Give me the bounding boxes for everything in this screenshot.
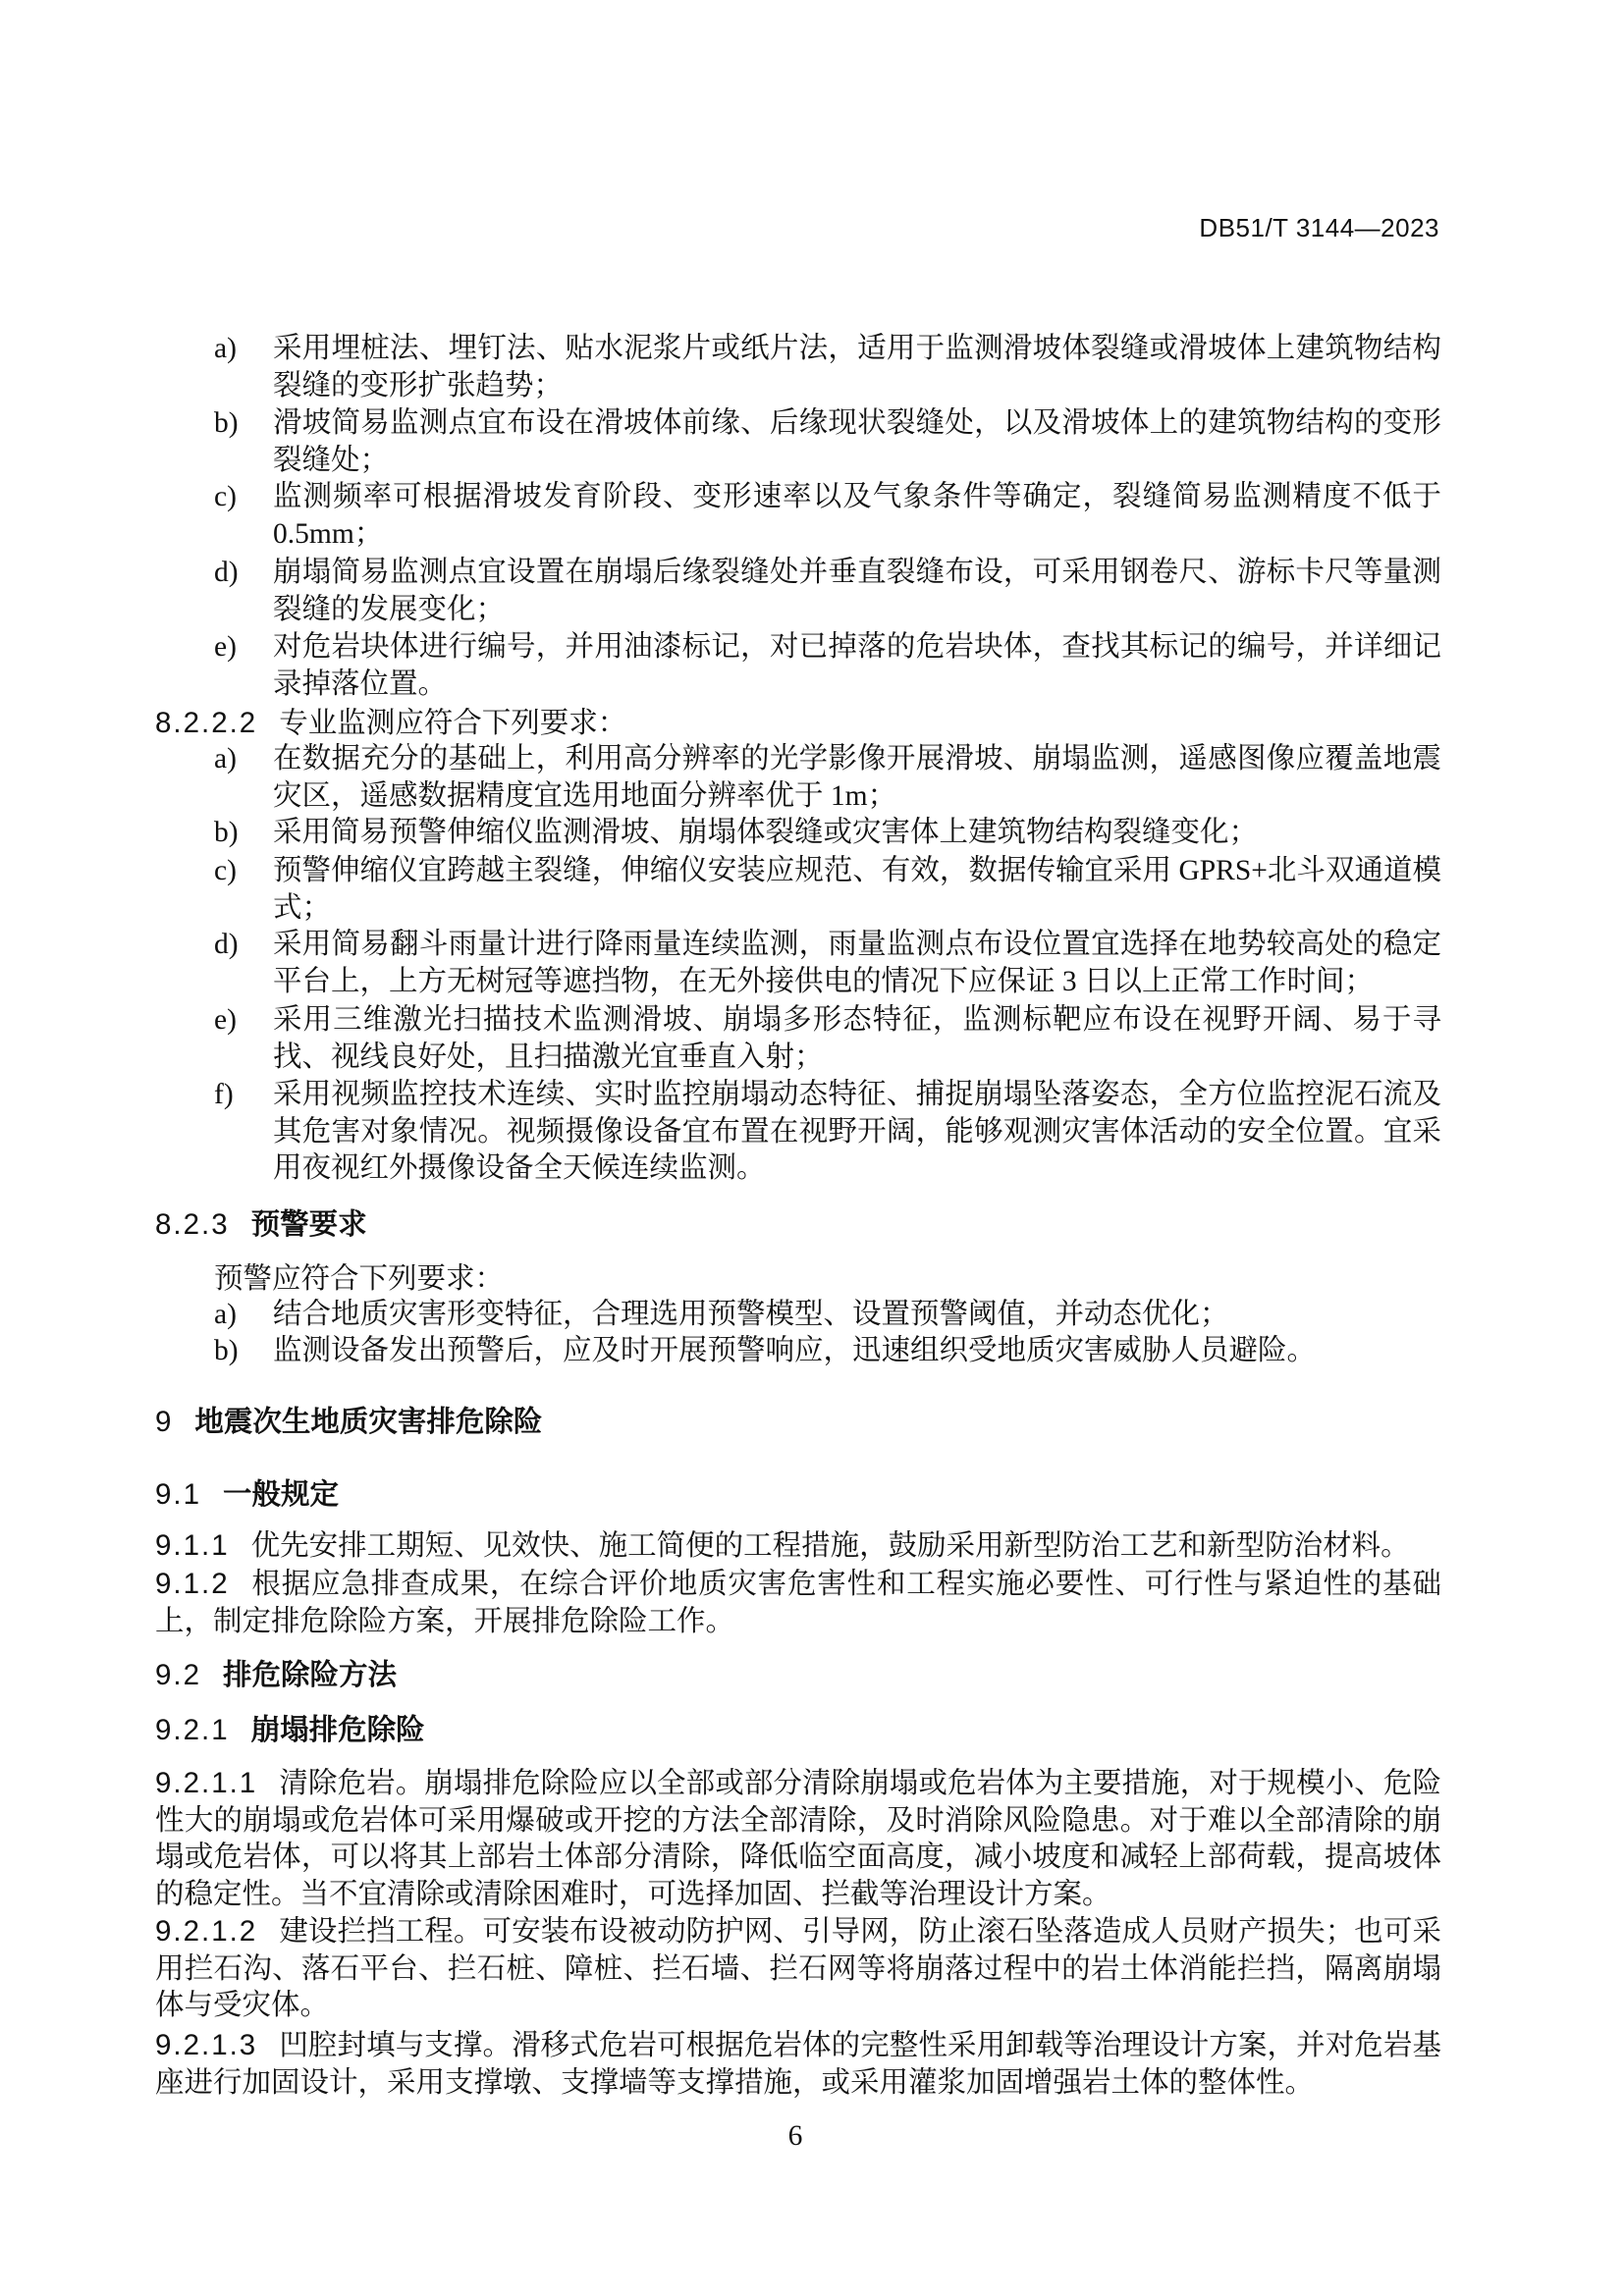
list-item [214, 405, 1441, 479]
clause-text: 优先安排工期短、见效快、施工简便的工程措施，鼓励采用新型防治工艺和新型防治材料。 [250, 1530, 1410, 1562]
clause-text: 根据应急排查成果，在综合评价地质灾害危害性和工程实施必要性、可行性与紧迫性的基础上，制定排危除险方案，开展排危除险工作。 [155, 1569, 1441, 1637]
heading-title: 排危除险方法 [223, 1659, 398, 1691]
list-item [214, 927, 1441, 1000]
clause-9-1-1 [155, 1527, 1441, 1566]
clause-9-2-1-1 [155, 1765, 1441, 1914]
list-item [214, 1002, 1441, 1076]
list-item [214, 629, 1441, 703]
clause-number: 9.2.1.3 [155, 2029, 258, 2061]
clause-text: 建设拦挡工程。可安装布设被动防护网、引导网，防止滚石坠落造成人员财产损失；也可采用拦石沟、落石平台、拦石桩、障桩、拦石墙、拦石网等将崩落过程中的岩土体消能拦挡，隔离崩塌体与受灾体。 [155, 1916, 1441, 2022]
list-item [214, 479, 1441, 553]
clause-number: 8.2.2.2 [155, 707, 258, 739]
list-item [214, 331, 1441, 404]
item-text: 采用视频监控技术连续、实时监控崩塌动态特征、捕捉崩塌坠落姿态，全方位监控泥石流及其危害对象情况。视频摄像设备宜布置在视野开阔，能够观测灾害体活动的安全位置。宜采用夜视红外摄像设备全天候连续监测。 [273, 1079, 1441, 1185]
item-text: 在数据充分的基础上，利用高分辨率的光学影像开展滑坡、崩塌监测，遥感图像应覆盖地震灾区，遥感数据精度宜选用地面分辨率优于 1m； [273, 743, 1441, 812]
heading-number: 9 [155, 1406, 174, 1438]
clause-8-2-2-2 [155, 705, 1441, 743]
page-number: 6 [787, 2120, 803, 2152]
heading-9-2-1 [155, 1712, 425, 1749]
heading-title: 崩塌排危除险 [250, 1714, 425, 1746]
item-text: 采用三维激光扫描技术监测滑坡、崩塌多形态特征，监测标靶应布设在视野开阔、易于寻找、视线良好处，且扫描激光宜垂直入射； [273, 1004, 1441, 1073]
heading-9-1 [155, 1476, 339, 1514]
intro-text: 预警应符合下列要求： [214, 1263, 505, 1295]
item-label: d) [214, 929, 239, 960]
item-text: 采用埋桩法、埋钉法、贴水泥浆片或纸片法，适用于监测滑坡体裂缝或滑坡体上建筑物结构裂缝的变形扩张趋势； [273, 333, 1441, 401]
item-label: a) [214, 333, 237, 364]
item-text: 崩塌简易监测点宜设置在崩塌后缘裂缝处并垂直裂缝布设，可采用钢卷尺、游标卡尺等量测裂缝的发展变化； [273, 557, 1441, 625]
item-text: 采用简易翻斗雨量计进行降雨量连续监测，雨量监测点布设位置宜选择在地势较高处的稳定平台上，上方无树冠等遮挡物，在无外接供电的情况下应保证 3 日以上正常工作时间； [273, 929, 1441, 997]
heading-number: 9.2 [155, 1659, 202, 1691]
list-item [214, 1333, 1441, 1370]
list-item [214, 815, 1441, 852]
item-label: c) [214, 855, 237, 886]
clause-9-2-1-2 [155, 1913, 1441, 2025]
item-label: a) [214, 1299, 237, 1330]
document-code: DB51/T 3144—2023 [1199, 213, 1439, 242]
clause-number: 9.1.1 [155, 1529, 230, 1562]
clause-number: 9.1.2 [155, 1568, 230, 1600]
item-text: 对危岩块体进行编号，并用油漆标记，对已掉落的危岩块体，查找其标记的编号，并详细记录掉落位置。 [273, 631, 1441, 700]
heading-title: 预警要求 [250, 1208, 367, 1241]
item-label: f) [214, 1079, 234, 1110]
heading-number: 9.2.1 [155, 1714, 230, 1746]
item-label: c) [214, 481, 237, 512]
clause-text: 凹腔封填与支撑。滑移式危岩可根据危岩体的完整性采用卸载等治理设计方案，并对危岩基座进行加固设计，采用支撑墩、支撑墙等支撑措施，或采用灌浆加固增强岩土体的整体性。 [155, 2030, 1441, 2099]
item-label: d) [214, 557, 239, 588]
item-text: 监测频率可根据滑坡发育阶段、变形速率以及气象条件等确定，裂缝简易监测精度不低于0.5mm； [273, 481, 1441, 550]
heading-number: 8.2.3 [155, 1208, 230, 1241]
clause-number: 9.2.1.1 [155, 1767, 258, 1799]
item-text: 结合地质灾害形变特征，合理选用预警模型、设置预警阈值，并动态优化； [273, 1299, 1229, 1330]
heading-9-2 [155, 1657, 397, 1694]
item-label: e) [214, 1004, 237, 1036]
heading-number: 9.1 [155, 1478, 202, 1511]
list-item [214, 1077, 1441, 1188]
clause-text: 清除危岩。崩塌排危除险应以全部或部分清除崩塌或危岩体为主要措施，对于规模小、危险性大的崩塌或危岩体可采用爆破或开挖的方法全部清除，及时消除风险隐患。对于难以全部清除的崩塌或危岩体，可以将其上部岩土体部分清除，降低临空面高度，减小坡度和减轻上部荷载，提高坡体的稳定性。当不宜清除或清除困难时，可选择加固、拦截等治理设计方案。 [155, 1768, 1441, 1911]
list-item [214, 555, 1441, 628]
item-text: 采用简易预警伸缩仪监测滑坡、崩塌体裂缝或灾害体上建筑物结构裂缝变化； [273, 817, 1259, 848]
list-item [214, 741, 1441, 815]
clause-9-2-1-3 [155, 2027, 1441, 2102]
item-text: 监测设备发出预警后，应及时开展预警响应，迅速组织受地质灾害威胁人员避险。 [273, 1335, 1317, 1366]
list-item [214, 1297, 1441, 1334]
item-text: 滑坡简易监测点宜布设在滑坡体前缘、后缘现状裂缝处，以及滑坡体上的建筑物结构的变形裂缝处； [273, 407, 1441, 476]
item-label: a) [214, 743, 237, 774]
item-text: 预警伸缩仪宜跨越主裂缝，伸缩仪安装应规范、有效，数据传输宜采用 GPRS+北斗双通道模式； [273, 855, 1441, 924]
clause-9-1-2 [155, 1566, 1441, 1640]
heading-8-2-3 [155, 1206, 367, 1244]
heading-9 [155, 1404, 542, 1441]
clause-number: 9.2.1.2 [155, 1915, 258, 1948]
item-label: e) [214, 631, 237, 663]
item-label: b) [214, 817, 239, 848]
item-label: b) [214, 407, 239, 439]
heading-title: 一般规定 [223, 1478, 340, 1511]
heading-title: 地震次生地质灾害排危除险 [194, 1406, 543, 1438]
list-item [214, 853, 1441, 927]
item-label: b) [214, 1335, 239, 1366]
clause-text: 专业监测应符合下列要求： [279, 708, 627, 739]
